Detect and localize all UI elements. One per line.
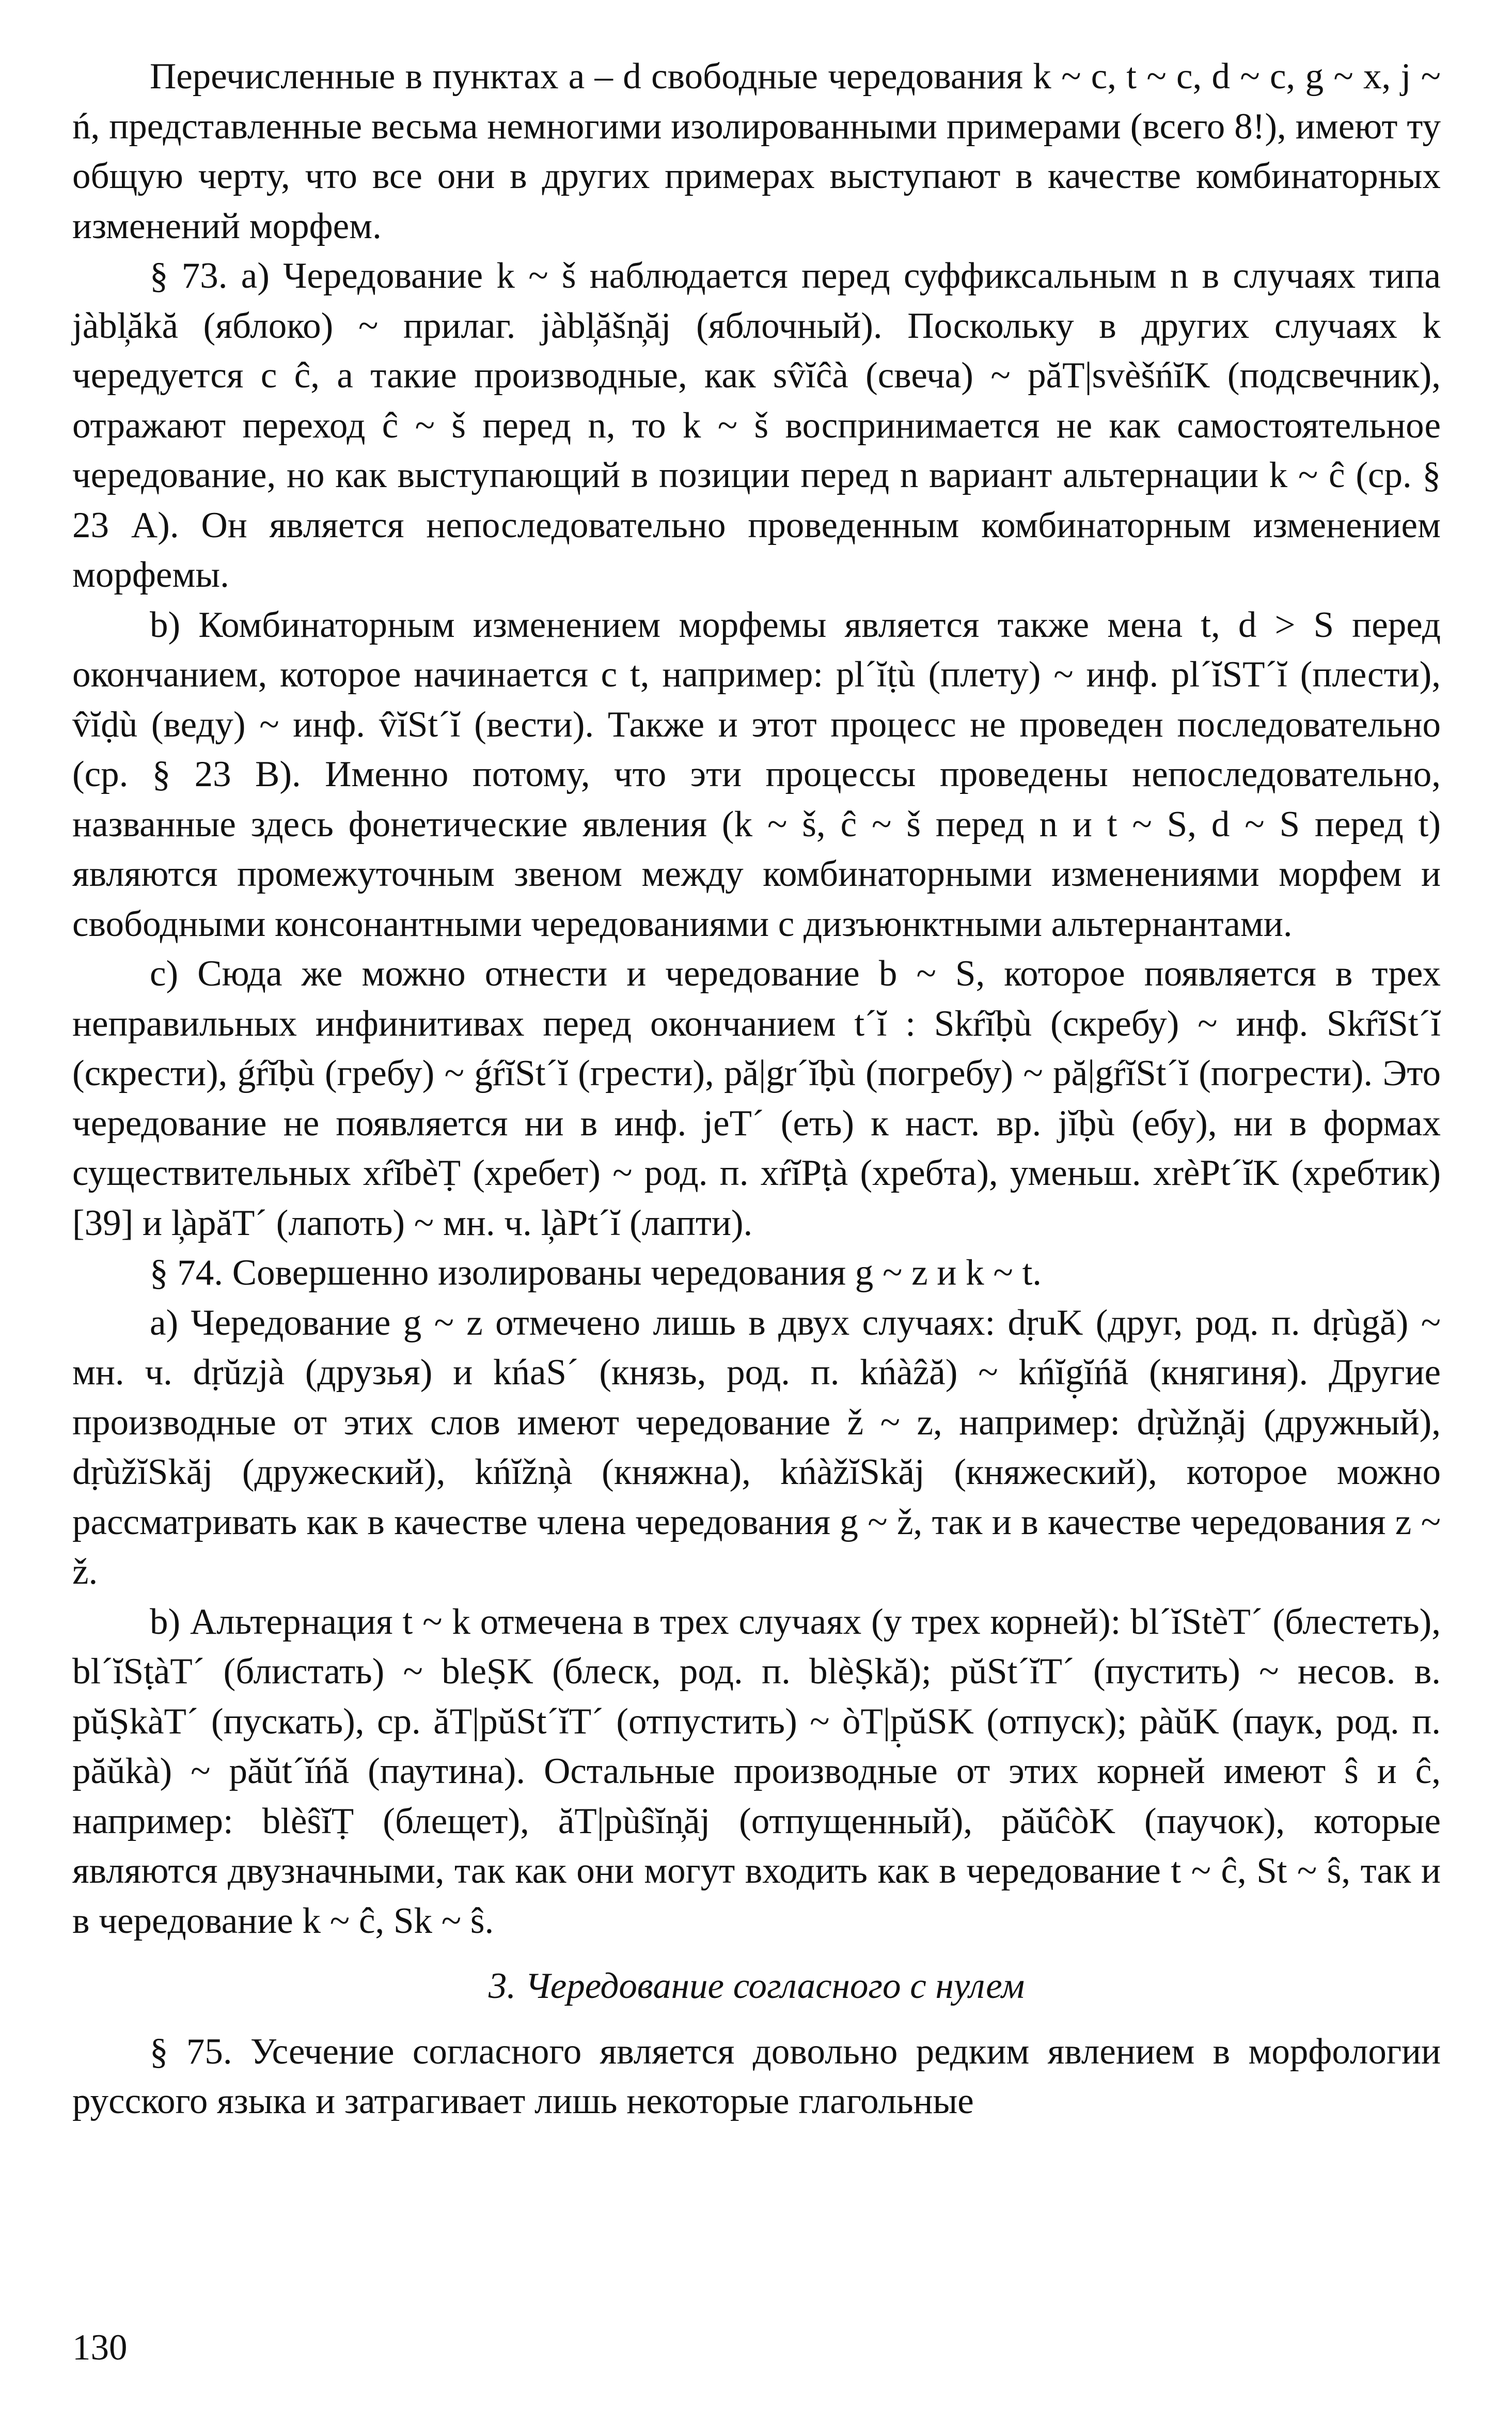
paragraph-intro: Перечисленные в пунктах a – d свободные чередования k ~ c, t ~ c, d ~ c, g ~ x, j ~ ń, представленные весьма немногими изолированными примерами (всего 8!), имеют ту общую черту, что все они в других примерах выступают в качестве комбинаторных изменений морфем. [72, 56, 1441, 246]
paragraph-74: § 74. Совершенно изолированы чередования g ~ z и k ~ t. [150, 1253, 1042, 1293]
paragraph-75: § 75. Усечение согласного является довольно редким явлением в морфологии русского языка и затрагивает лишь некоторые глагольные [72, 2031, 1441, 2121]
paragraph-73b: b) Комбинаторным изменением морфемы является также мена t, d > S перед окончанием, которое начинается с t, например: pl´ĭṭù (плету) ~ инф. pl´ĭST´ĭ (плести), v̂ĭḍù (веду) ~ инф. v̂ĭSt´ĭ (вести). Также и этот процесс не проведен последовательно (ср. § 23 B). Именно потому, что эти процессы проведены непоследовательно, названные здесь фонетические явления (k ~ š, ĉ ~ š перед n и t ~ S, d ~ S перед t) являются промежуточным звеном между комбинаторными изменениями морфем и свободными консонантными чередованиями с дизъюнктными альтернантами. [72, 604, 1441, 944]
paragraph-73a: § 73. a) Чередование k ~ š наблюдается перед суффиксальным n в случаях типа jàbl̦ăkă (яблоко) ~ прилаг. jàbl̦ăšn̦ăj (яблочный). Поскольку в других случаях k чередуется с ĉ, а такие производные, как sv̂ĭĉà (свеча) ~ păT|svèšńĭK (подсвечник), отражают переход ĉ ~ š перед n, то k ~ š воспринимается не как самостоятельное чередование, но как выступающий в позиции перед n вариант альтернации k ~ ĉ (ср. § 23 A). Он является непоследовательно проведенным комбинаторным изменением морфемы. [72, 256, 1441, 595]
page-number: 130 [72, 2327, 128, 2368]
paragraph-73c: c) Сюда же можно отнести и чередование b ~ S, которое появляется в трех неправильных инфинитивах перед окончанием t´ĭ : Skŕĭḅù (скребу) ~ инф. SkŕĭSt´ĭ (скрести), ǵŕĭḅù (гребу) ~ ǵŕĭSt´ĭ (грести), pă|gr´ĭḅù (погребу) ~ pă|gŕĭSt´ĭ (погрести). Это чередование не появляется ни в инф. jeT´ (еть) к наст. вр. jĭḅù (ебу), ни в формах существительных xŕĭbèṬ (хребет) ~ род. п. xŕĭPṭà (хребта), уменьш. xrèPt´ĭK (хребтик) [39] и l̦àpăT´ (лапоть) ~ мн. ч. l̦àPt´ĭ (лапти). [72, 954, 1441, 1243]
section-heading: 3. Чередование согласного с нулем [488, 1966, 1025, 2006]
page-body [72, 52, 1441, 2127]
paragraph-74a: a) Чередование g ~ z отмечено лишь в двух случаях: dṛuK (друг, род. п. dṛùgă) ~ мн. ч. dṛŭzjà (друзья) и kńaS´ (князь, род. п. kńàẑă) ~ kńĭg̣ĭńă (княгиня). Другие производные от этих слов имеют чередование ž ~ z, например: dṛùžn̦ăj (дружный), dṛùžĭSkăj (дружеский), kńĭžn̦à (княжна), kńàžĭSkăj (княжеский), которое можно рассматривать как в качестве члена чередования g ~ ž, так и в качестве чередования z ~ ž. [72, 1302, 1441, 1592]
paragraph-74b: b) Альтернация t ~ k отмечена в трех случаях (у трех корней): bl´ĭStèT´ (блестеть), bl´ĭSṭàT´ (блистать) ~ bleṢK (блеск, род. п. blèṢkă); pŭSt´ĭT´ (пустить) ~ несов. в. pŭṢkàT´ (пускать), ср. ăT|pŭSt´ĭT´ (отпустить) ~ òT|p̣ŭSK (отпуск); pàŭK (паук, род. п. păŭkà) ~ păŭt´ĭńă (паутина). Остальные производные от этих корней имеют ŝ и ĉ, например: blèŝĭṬ (блещет), ăT|pùŝĭn̦ăj (отпущенный), păŭĉòK (паучок), которые являются двузначными, так как они могут входить как в чередование t ~ ĉ, St ~ ŝ, так и в чередование k ~ ĉ, Sk ~ ŝ. [72, 1601, 1441, 1941]
